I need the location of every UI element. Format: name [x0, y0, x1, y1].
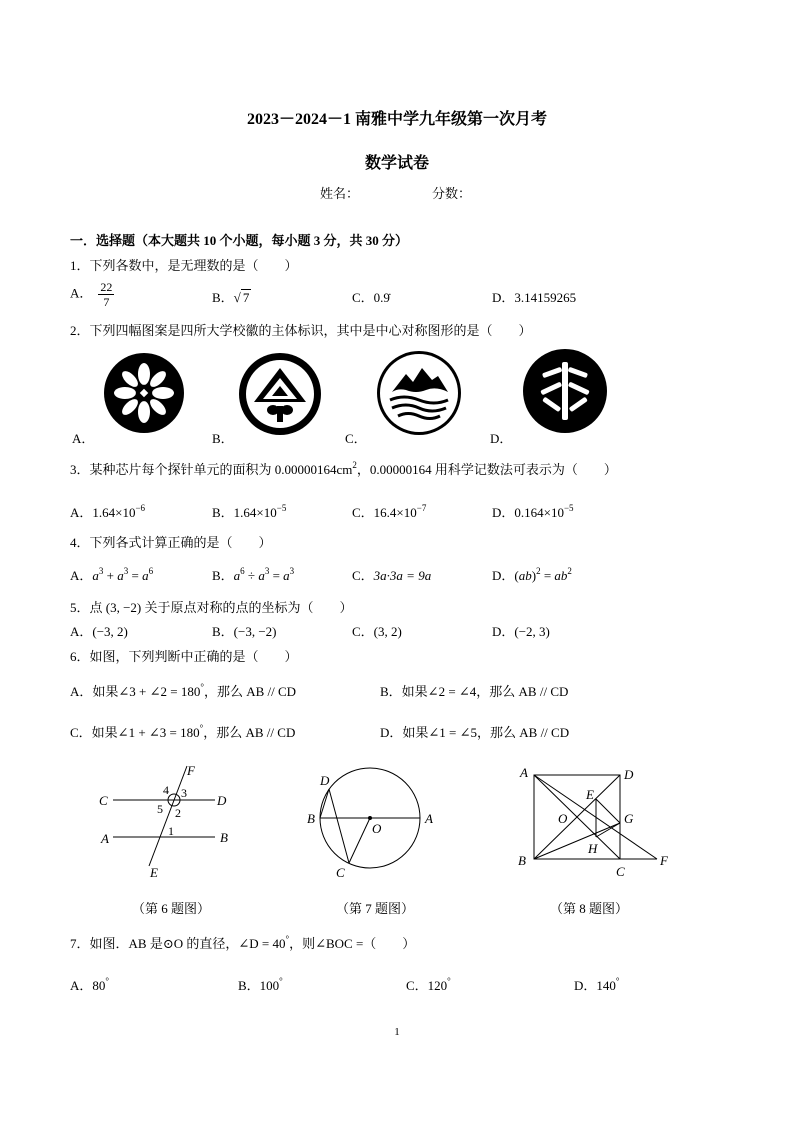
- q1-option-a: A． $\frac{22}{7}$: [70, 280, 113, 309]
- fig6-label-d: D: [217, 793, 227, 808]
- section-heading: 一．选择题（本大题共 10 个小题，每小题 3 分，共 30 分）: [70, 233, 409, 248]
- q1-option-b: B．√ 7: [212, 290, 250, 305]
- fig8-label-f: F: [660, 853, 668, 868]
- score-label: 分数：: [432, 186, 472, 201]
- fig6-label-a: A: [101, 831, 109, 846]
- q3-option-a: A．$1.64\times 10^{-6}$: [70, 503, 146, 520]
- q3-option-c: C．$16.4\times 10^{-7}$: [352, 503, 427, 520]
- fig8-label-e: E: [586, 787, 594, 802]
- q5-stem: 5．点 (3, −2) 关于原点对称的点的坐标为（ ）: [70, 600, 353, 615]
- q2-option-b-label: B．: [212, 431, 234, 446]
- fig8-label-a: A: [520, 765, 528, 780]
- fig6-caption: （第 6 题图）: [132, 901, 211, 916]
- q7-option-a: A．80°: [70, 976, 109, 993]
- q2-badge-a: [103, 352, 185, 434]
- fig6-angle-4: 4: [163, 783, 169, 797]
- q6-option-b: B．如果∠2 = ∠4，那么 AB // CD: [380, 684, 569, 699]
- q2-option-a-label: A．: [72, 431, 95, 446]
- q2-badge-b: [238, 352, 322, 436]
- q3-option-d: D．$0.164\times 10^{-5}$: [492, 503, 574, 520]
- q7-option-b: B．100°: [238, 976, 283, 993]
- q4-option-d: D．$(ab)^2 = ab^2$: [492, 566, 572, 583]
- q5-option-c: C．(3, 2): [352, 624, 402, 639]
- q3-stem: 3．某种芯片每个探针单元的面积为 $0.00000164cm^2$，0.00000164 用科学记数法可表示为（ ）: [70, 460, 617, 477]
- q7-option-c: C．120°: [406, 976, 451, 993]
- figure-6: [95, 760, 245, 885]
- fig6-angle-1: 1: [168, 824, 174, 838]
- page-number: 1: [394, 1026, 400, 1038]
- q5-option-a: A．(−3, 2): [70, 624, 128, 639]
- q2-option-c-label: C．: [345, 431, 367, 446]
- q1-stem: 1．下列各数中，是无理数的是（ ）: [70, 258, 298, 273]
- fig8-label-c: C: [616, 864, 625, 879]
- exam-title: 2023－2024－1 南雅中学九年级第一次月考: [246, 111, 547, 128]
- q4-stem: 4．下列各式计算正确的是（ ）: [70, 535, 272, 550]
- fig8-label-g: G: [624, 811, 634, 826]
- q4-option-a: A．$a^3 + a^3 = a^6$: [70, 566, 154, 583]
- q5-option-b: B．(−3, −2): [212, 624, 277, 639]
- fig6-angle-2: 2: [175, 806, 181, 820]
- q6-option-c: C．如果∠1 + ∠3 = 180°，那么 AB // CD: [70, 723, 296, 740]
- fig6-angle-5: 5: [157, 802, 163, 816]
- fig6-label-c: C: [99, 793, 108, 808]
- fig6-label-f: F: [187, 763, 195, 778]
- q3-option-b: B．$1.64\times 10^{-5}$: [212, 503, 287, 520]
- fig7-caption: （第 7 题图）: [336, 901, 415, 916]
- fig7-label-b: B: [307, 811, 315, 826]
- q4-option-b: B．$a^6 \div a^3 = a^3$: [212, 566, 295, 583]
- fig7-label-c: C: [336, 865, 345, 880]
- q2-option-d-label: D．: [490, 431, 513, 446]
- q7-option-d: D．140°: [574, 976, 620, 993]
- figure-8: [512, 763, 677, 883]
- q6-option-d: D．如果∠1 = ∠5，那么 AB // CD: [380, 725, 570, 740]
- name-label: 姓名：: [320, 186, 360, 201]
- fig6-label-b: B: [220, 830, 228, 845]
- q2-badge-d: [522, 348, 608, 434]
- q7-stem: 7．如图．AB 是⊙O 的直径，∠D = 40°，则∠BOC =（ ）: [70, 934, 416, 951]
- fig6-label-e: E: [150, 865, 158, 880]
- q1-b-sqrt: √ 7: [233, 290, 250, 305]
- q1-option-d: D．3.14159265: [492, 290, 577, 305]
- fig7-label-a: A: [425, 811, 433, 826]
- q2-badge-c: [376, 350, 462, 436]
- fig7-label-o: O: [372, 821, 382, 836]
- fig8-label-h: H: [588, 841, 598, 856]
- q5-option-d: D．(−2, 3): [492, 624, 550, 639]
- q2-stem: 2．下列四幅图案是四所大学校徽的主体标识，其中是中心对称图形的是（ ）: [70, 323, 532, 338]
- fig8-label-d: D: [624, 767, 634, 782]
- fig8-label-b: B: [518, 853, 526, 868]
- q6-option-a: A．如果∠3 + ∠2 = 180°，那么 AB // CD: [70, 682, 297, 699]
- q4-option-c: C．3a·3a = 9a: [352, 568, 432, 583]
- fig8-caption: （第 8 题图）: [550, 901, 629, 916]
- q1-a-fraction: $\frac{22}{7}$: [100, 280, 113, 309]
- q1-option-c: C．0.9̇: [352, 290, 390, 305]
- figure-7: [300, 765, 445, 890]
- q6-stem: 6．如图，下列判断中正确的是（ ）: [70, 649, 298, 664]
- fig7-label-d: D: [320, 773, 330, 788]
- exam-subtitle: 数学试卷: [364, 155, 429, 172]
- fig8-label-o: O: [558, 811, 568, 826]
- fig6-angle-3: 3: [181, 786, 187, 800]
